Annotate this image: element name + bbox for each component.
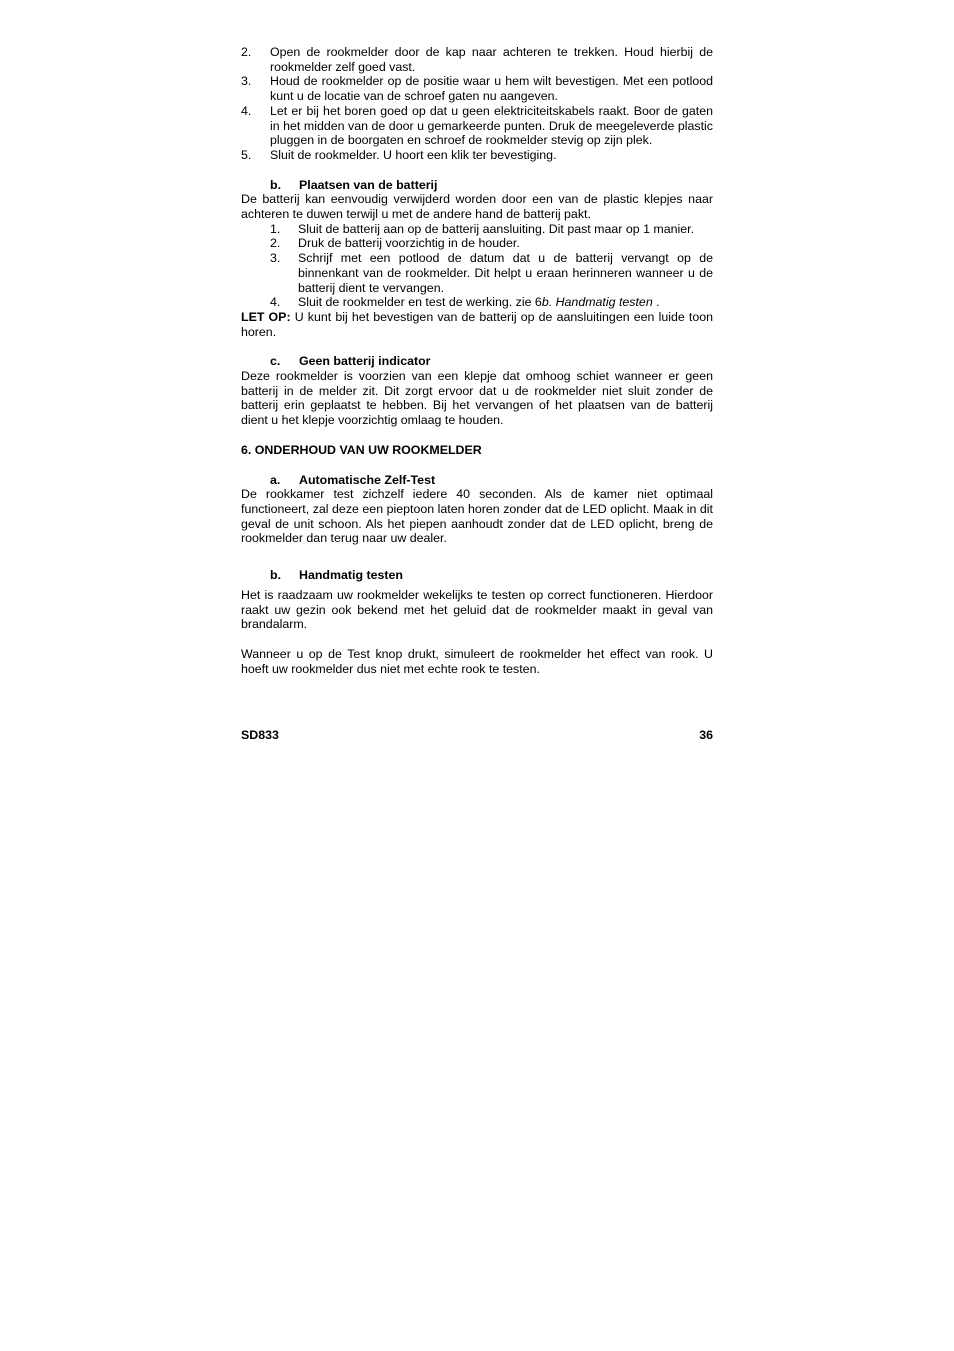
list-number: 5. <box>241 147 252 162</box>
battery-steps <box>241 222 713 310</box>
list-number: 3. <box>270 251 281 266</box>
list-number: 3. <box>241 74 252 89</box>
section-letter: b. <box>270 177 282 192</box>
cross-reference: b. Handmatig testen <box>541 295 653 310</box>
list-text: Open de rookmelder door de kap naar achteren te trekken. Houd hierbij de rookmelder zelf goed vast. <box>270 45 713 74</box>
list-text: Sluit de batterij aan op de batterij aansluiting. Dit past maar op 1 manier. <box>298 221 695 236</box>
list-text <box>298 295 713 310</box>
page-footer <box>241 728 713 743</box>
section-title: Handmatig testen <box>299 568 403 583</box>
list-item <box>241 45 713 74</box>
manual-test-heading <box>241 568 713 583</box>
manual-test-paragraph-2: Wanneer u op de Test knop drukt, simuleert de rookmelder het effect van rook. U hoeft uw rookmelder dus niet met echte rook te testen. <box>241 646 713 676</box>
no-battery-indicator-heading <box>241 354 713 369</box>
list-number: 4. <box>270 295 281 310</box>
document-page <box>241 45 713 676</box>
step4-text: Sluit de rookmelder en test de werking. zie 6 <box>298 295 542 310</box>
section-title: Geen batterij indicator <box>299 354 431 369</box>
list-text: Schrijf met een potlood de datum dat u de batterij vervangt op de binnenkant van de rookmelder. Dit helpt u eraan herinneren wanneer u de batterij dient te vervangen. <box>298 251 713 295</box>
list-item <box>270 222 713 237</box>
section-title: Plaatsen van de batterij <box>299 177 438 192</box>
installation-steps <box>241 45 713 163</box>
battery-intro: De batterij kan eenvoudig verwijderd worden door een van de plastic klepjes naar achteren te duwen terwijl u met de andere hand de batterij pakt. <box>241 192 713 222</box>
battery-note <box>241 310 713 339</box>
list-text: Sluit de rookmelder. U hoort een klik ter bevestiging. <box>270 147 557 162</box>
section-letter: a. <box>270 472 281 487</box>
note-label: LET OP: <box>241 309 291 324</box>
list-item <box>241 104 713 148</box>
section-title: Automatische Zelf-Test <box>299 472 436 487</box>
maintenance-heading: 6. ONDERHOUD VAN UW ROOKMELDER <box>241 442 482 457</box>
model-number: SD833 <box>241 728 279 742</box>
note-text: U kunt bij het bevestigen van de batterij op de aansluitingen een luide toon horen. <box>241 309 714 339</box>
list-item <box>241 148 713 163</box>
self-test-text: De rookkamer test zichzelf iedere 40 seconden. Als de kamer niet optimaal functioneert, zal deze een pieptoon laten horen zonder dat de LED oplicht. Maak in dit geval de unit schoon. Als het piepen aanhoudt zonder dat de LED oplicht, breng de rookmelder dan terug naar uw dealer. <box>241 487 713 546</box>
self-test-heading <box>241 473 713 488</box>
page-number: 36 <box>699 728 713 742</box>
section-letter: b. <box>270 568 282 583</box>
list-text: Let er bij het boren goed op dat u geen elektriciteitskabels raakt. Boor de gaten in het midden van de door u gemarkeerde punten. Druk de meegeleverde plastic pluggen in de boorgaten en schroef de rookmelder stevig op zijn plek. <box>270 103 713 148</box>
list-number: 1. <box>270 221 281 236</box>
list-item <box>270 251 713 295</box>
list-item <box>270 295 713 310</box>
battery-section-heading <box>241 178 713 193</box>
list-item <box>241 74 713 103</box>
list-number: 4. <box>241 103 252 118</box>
list-text: Houd de rookmelder op de positie waar u hem wilt bevestigen. Met een potlood kunt u de locatie van de schroef gaten nu aangeven. <box>270 74 713 104</box>
list-text: Druk de batterij voorzichtig in de houder. <box>298 236 520 251</box>
list-number: 2. <box>241 45 252 59</box>
no-battery-indicator-text: Deze rookmelder is voorzien van een klepje dat omhoog schiet wanneer er geen batterij in de melder zit. Dit zorgt ervoor dat u de rookmelder niet sluit zonder de batterij erin geplaatst te hebben. Bij het vervangen of het plaatsen van de batterij dient u het klepje voorzichtig omlaag te houden. <box>241 369 713 428</box>
list-number: 2. <box>270 236 281 251</box>
list-item <box>270 236 713 251</box>
step4-end: . <box>652 295 660 310</box>
manual-test-paragraph-1: Het is raadzaam uw rookmelder wekelijks te testen op correct functioneren. Hierdoor raakt uw gezin ook bekend met het geluid dat de rookmelder maakt in geval van brandalarm. <box>241 587 713 632</box>
section-letter: c. <box>270 354 281 369</box>
